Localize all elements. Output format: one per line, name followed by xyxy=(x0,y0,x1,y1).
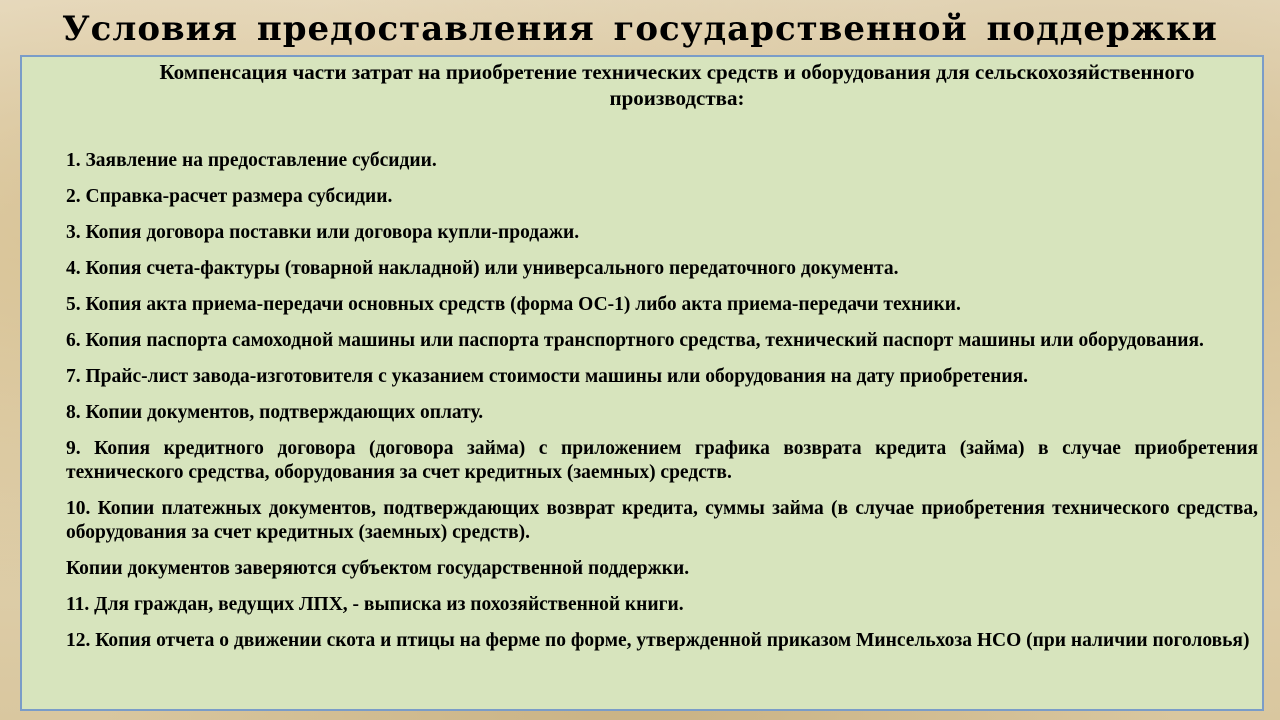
subtitle: Компенсация части затрат на приобретение технических средств и оборудования для сельскохозяйственного производства: xyxy=(159,60,1195,110)
list-item: 10. Копии платежных документов, подтверждающих возврат кредита, суммы займа (в случае приобретения технического средства, оборудования за счет кредитных (заемных) средств). xyxy=(66,498,1258,543)
list-item: 2. Справка-расчет размера субсидии. xyxy=(66,186,393,207)
list-item: 9. Копия кредитного договора (договора займа) с приложением графика возврата кредита (займа) в случае приобретения технического средства, оборудования за счет кредитных (заемных) средств. xyxy=(66,438,1258,483)
list-item: 1. Заявление на предоставление субсидии. xyxy=(66,150,437,171)
list-item: Копии документов заверяются субъектом государственной поддержки. xyxy=(66,558,690,579)
requirements-list xyxy=(66,149,1258,653)
slide-title: Условия предоставления государственной поддержки xyxy=(62,9,1218,49)
list-item: 11. Для граждан, ведущих ЛПХ, - выписка из похозяйственной книги. xyxy=(66,594,684,615)
content-box xyxy=(20,55,1264,711)
list-item: 4. Копия счета-фактуры (товарной накладной) или универсального передаточного документа. xyxy=(66,258,899,279)
list-item: 6. Копия паспорта самоходной машины или паспорта транспортного средства, технический паспорт машины или оборудования. xyxy=(66,330,1204,351)
list-item: 8. Копии документов, подтверждающих оплату. xyxy=(66,402,484,423)
list-item: 5. Копия акта приема-передачи основных средств (форма ОС-1) либо акта приема-передачи техники. xyxy=(66,294,961,315)
list-item: 12. Копия отчета о движении скота и птицы на ферме по форме, утвержденной приказом Минсельхоза НСО (при наличии поголовья) xyxy=(66,630,1250,651)
list-item: 3. Копия договора поставки или договора купли-продажи. xyxy=(66,222,580,243)
list-item: 7. Прайс-лист завода-изготовителя с указанием стоимости машины или оборудования на дату приобретения. xyxy=(66,366,1029,387)
